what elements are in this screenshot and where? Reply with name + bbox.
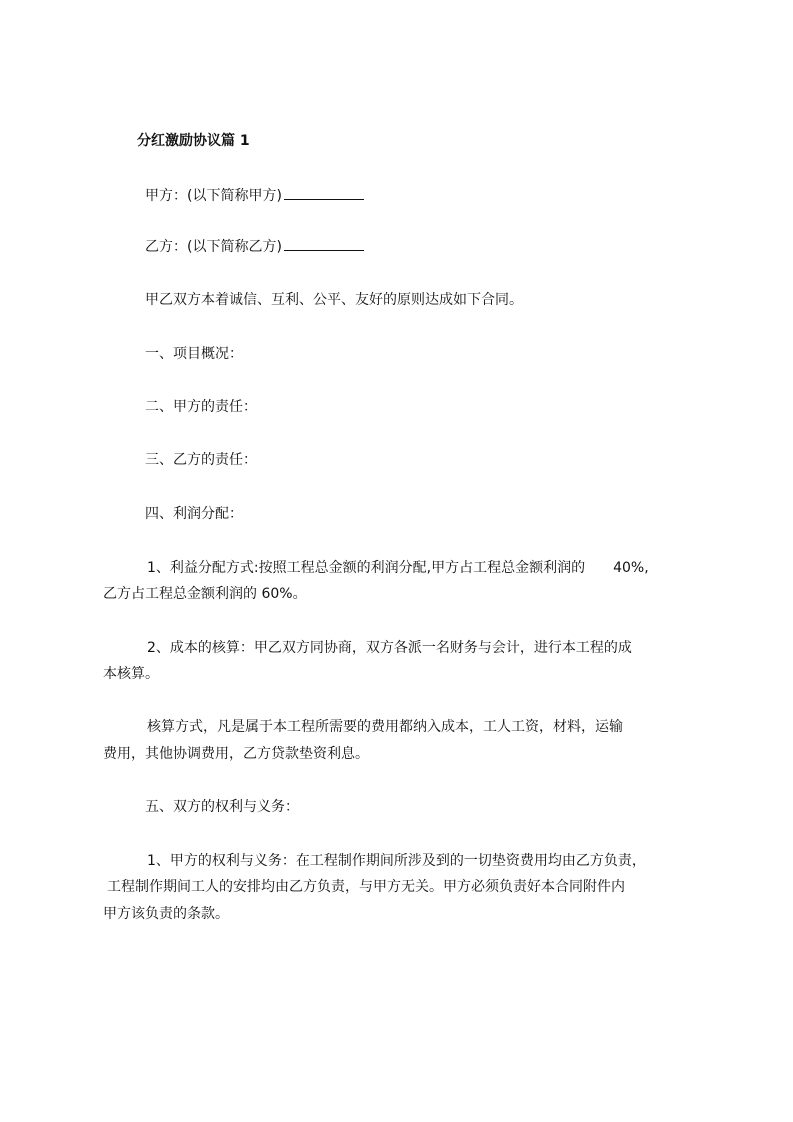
party-b-line [145,234,364,261]
clause-4-1-line-2: 乙方占工程总金额利润的 60%。 [103,586,307,602]
party-b-blank [284,236,364,251]
clause-4-2-line-2: 本核算。 [103,666,159,682]
clause-4-1-percent: 40%, [613,560,649,576]
section-5-heading: 五、双方的权利与义务： [145,799,299,815]
party-b-label: 乙方：(以下简称乙方) [145,239,282,255]
section-1-heading: 一、项目概况： [145,346,243,362]
party-a-blank [284,185,364,200]
section-4-heading: 四、利润分配： [145,506,243,522]
document-title: 分红激励协议篇 1 [137,133,250,149]
clause-4-2-line-1: 2、成本的核算：甲乙双方同协商，双方各派一名财务与会计，进行本工程的成 [147,640,632,656]
clause-4-1-line-1 [147,555,649,582]
clause-4-3-line-1: 核算方式，凡是属于本工程所需要的费用都纳入成本，工人工资，材料，运输 [147,719,623,735]
clause-4-1-text: 1、利益分配方式:按照工程总金额的利润分配,甲方占工程总金额利润的 [147,560,586,576]
clause-4-3-line-2: 费用，其他协调费用，乙方贷款垫资利息。 [103,746,369,762]
clause-5-1-line-3: 甲方该负责的条款。 [103,906,229,922]
section-2-heading: 二、甲方的责任： [145,399,257,415]
party-a-line [145,183,364,210]
intro-paragraph: 甲乙双方本着诚信、互利、公平、友好的原则达成如下合同。 [145,292,523,308]
clause-5-1-line-1: 1、甲方的权利与义务：在工程制作期间所涉及到的一切垫资费用均由乙方负责， [147,853,646,869]
clause-5-1-line-2: 工程制作期间工人的安排均由乙方负责，与甲方无关。甲方必须负责好本合同附件内 [107,879,625,895]
section-3-heading: 三、乙方的责任： [145,452,257,468]
party-a-label: 甲方：(以下简称甲方) [145,188,282,204]
